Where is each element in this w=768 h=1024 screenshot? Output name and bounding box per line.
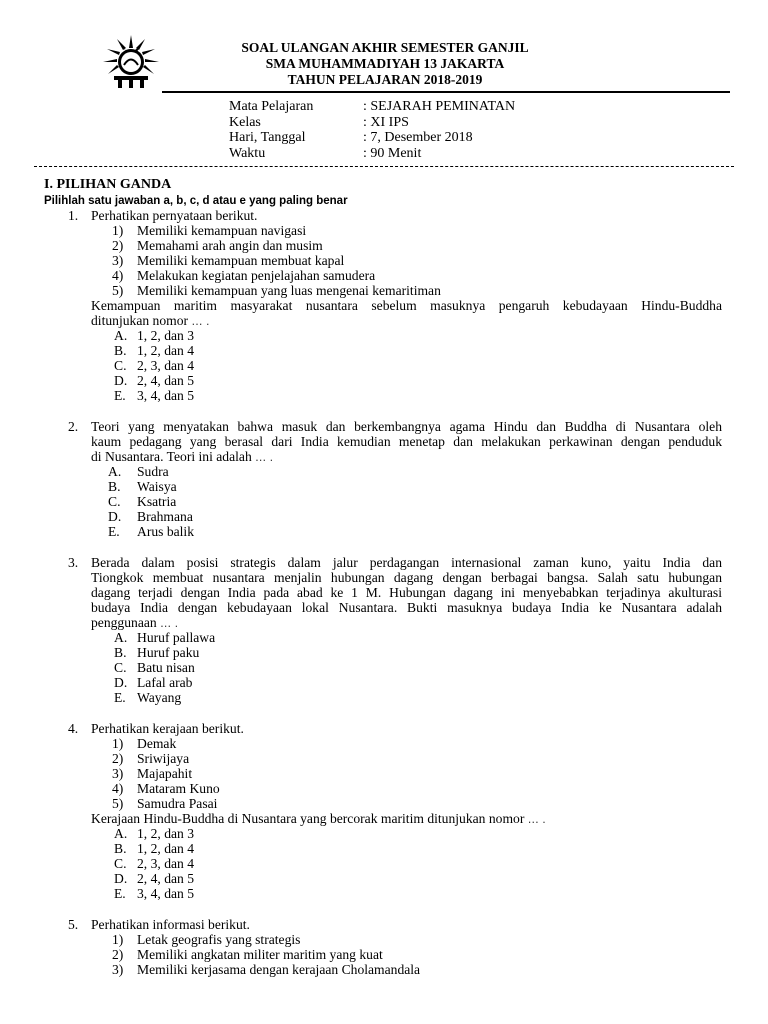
option-letter: A. (114, 328, 128, 343)
item-number: 1) (112, 223, 124, 238)
option-letter: D. (114, 675, 128, 690)
list-item: Memahami arah angin dan musim (137, 238, 323, 253)
answer-option: 1, 2, dan 3 (137, 826, 195, 841)
list-item: Memiliki kemampuan membuat kapal (137, 253, 345, 268)
option-letter: D. (114, 871, 128, 886)
header-rule (162, 91, 730, 93)
question-text: Teori yang menyatakan bahwa masuk dan berkembangnya agama Hindu dan Buddha di Nusantara oleh (91, 419, 722, 434)
question-stem: Perhatikan informasi berikut. (91, 917, 250, 932)
answer-blank: … . (160, 617, 179, 630)
question-text-end (91, 615, 178, 631)
section-title: I. PILIHAN GANDA (44, 177, 172, 192)
answer-option: 1, 2, dan 4 (137, 343, 195, 358)
question-text: kaum pedagang yang berasal dari India kemudian menetap dan melakukan perkawinan dengan penduduk (91, 434, 722, 449)
list-item: Memiliki kemampuan navigasi (137, 223, 307, 238)
item-number: 3) (112, 253, 124, 268)
question-text-end (91, 811, 546, 827)
question-text: ditunjukan nomor (91, 313, 189, 328)
item-number: 1) (112, 932, 124, 947)
answer-option: 2, 3, dan 4 (137, 358, 195, 373)
question-text: di Nusantara. Teori ini adalah (91, 449, 252, 464)
info-value: : 90 Menit (363, 145, 422, 161)
answer-option: Ksatria (137, 494, 177, 509)
header-school: SMA MUHAMMADIYAH 13 JAKARTA (265, 56, 505, 71)
item-number: 4) (112, 268, 124, 283)
question-number: 3. (68, 555, 79, 570)
item-number: 4) (112, 781, 124, 796)
option-letter: A. (114, 826, 128, 841)
answer-blank: … . (527, 813, 546, 826)
item-number: 3) (112, 766, 124, 781)
item-number: 5) (112, 283, 124, 298)
info-label: Waktu (229, 145, 266, 161)
item-number: 2) (112, 947, 124, 962)
question-number: 2. (68, 419, 79, 434)
option-letter: A. (114, 630, 128, 645)
option-letter: D. (108, 509, 122, 524)
section-instruction: Pilihlah satu jawaban a, b, c, d atau e yang paling benar (44, 195, 348, 207)
answer-option: Waisya (137, 479, 177, 494)
info-value: : SEJARAH PEMINATAN (363, 99, 516, 114)
info-row-date (229, 130, 515, 146)
info-label: Hari, Tanggal (229, 130, 306, 145)
info-value: : XI IPS (363, 114, 409, 130)
option-letter: D. (114, 373, 128, 388)
option-letter: E. (108, 524, 120, 539)
option-letter: E. (114, 690, 126, 705)
answer-option: 3, 4, dan 5 (137, 886, 195, 901)
exam-info (229, 99, 515, 161)
option-letter: C. (114, 358, 127, 373)
question-text: Kerajaan Hindu-Buddha di Nusantara yang bercorak maritim ditunjukan nomor (91, 811, 525, 826)
list-item: Majapahit (137, 766, 193, 781)
question-text-end (91, 449, 273, 465)
list-item: Demak (137, 736, 177, 751)
item-number: 5) (112, 796, 124, 811)
option-letter: B. (114, 645, 127, 660)
answer-option: Arus balik (137, 524, 195, 539)
option-letter: C. (108, 494, 121, 509)
list-item: Memiliki kerjasama dengan kerajaan Cholamandala (137, 962, 421, 977)
question-text: Kemampuan maritim masyarakat nusantara sebelum masuknya pengaruh kebudayaan Hindu-Buddha (91, 298, 722, 313)
item-number: 2) (112, 238, 124, 253)
answer-option: 1, 2, dan 3 (137, 328, 195, 343)
question-number: 1. (68, 208, 79, 223)
question-text: Berada dalam posisi strategis dalam jalur perdagangan internasional zaman kuno, yaitu India dan (91, 555, 722, 570)
info-label: Mata Pelajaran (229, 99, 314, 114)
option-letter: B. (114, 343, 127, 358)
option-letter: A. (108, 464, 122, 479)
option-letter: C. (114, 660, 127, 675)
separator-dashed (34, 166, 734, 167)
info-label: Kelas (229, 114, 261, 130)
option-letter: B. (114, 841, 127, 856)
question-number: 4. (68, 721, 79, 736)
item-number: 3) (112, 962, 124, 977)
question-text: Tiongkok membuat nusantara menjalin hubungan dagang dengan berbagai bangsa. Salah satu hubungan (91, 570, 722, 585)
info-value: : 7, Desember 2018 (363, 130, 473, 145)
question-text-end (91, 313, 209, 329)
document-header (190, 40, 580, 88)
list-item: Memiliki kemampuan yang luas mengenai kemaritiman (137, 283, 441, 298)
answer-option: Huruf paku (137, 645, 200, 660)
question-number: 5. (68, 917, 79, 932)
question-text: penggunaan (91, 615, 157, 630)
info-row-class (229, 115, 515, 131)
item-number: 2) (112, 751, 124, 766)
answer-option: Wayang (137, 690, 182, 705)
header-title: SOAL ULANGAN AKHIR SEMESTER GANJIL (241, 40, 529, 55)
answer-option: Huruf pallawa (137, 630, 216, 645)
option-letter: B. (108, 479, 121, 494)
answer-blank: … . (255, 451, 274, 464)
answer-option: 2, 4, dan 5 (137, 373, 195, 388)
answer-option: Lafal arab (137, 675, 193, 690)
info-row-time (229, 146, 515, 162)
header-year: TAHUN PELAJARAN 2018-2019 (287, 72, 483, 87)
list-item: Memiliki angkatan militer maritim yang kuat (137, 947, 383, 962)
answer-option: 3, 4, dan 5 (137, 388, 195, 403)
question-stem: Perhatikan kerajaan berikut. (91, 721, 244, 736)
list-item: Melakukan kegiatan penjelajahan samudera (137, 268, 376, 283)
answer-option: 1, 2, dan 4 (137, 841, 195, 856)
answer-blank: … . (191, 315, 210, 328)
list-item: Mataram Kuno (137, 781, 220, 796)
school-logo (100, 34, 162, 90)
answer-option: Sudra (137, 464, 169, 479)
option-letter: C. (114, 856, 127, 871)
question-text: dagang terjadi dengan India pada abad ke 1 M. Hubungan dagang ini menyebabkan terjadinya akulturasi (91, 585, 722, 600)
option-letter: E. (114, 886, 126, 901)
answer-option: Batu nisan (137, 660, 195, 675)
info-row-subject (229, 99, 515, 115)
item-number: 1) (112, 736, 124, 751)
answer-option: Brahmana (137, 509, 193, 524)
answer-option: 2, 3, dan 4 (137, 856, 195, 871)
answer-option: 2, 4, dan 5 (137, 871, 195, 886)
list-item: Samudra Pasai (137, 796, 218, 811)
list-item: Letak geografis yang strategis (137, 932, 301, 947)
question-stem: Perhatikan pernyataan berikut. (91, 208, 258, 223)
option-letter: E. (114, 388, 126, 403)
question-text: budaya India dengan kebudayaan lokal Nusantara. Bukti masuknya budaya India ke Nusantara adalah (91, 600, 722, 615)
list-item: Sriwijaya (137, 751, 190, 766)
